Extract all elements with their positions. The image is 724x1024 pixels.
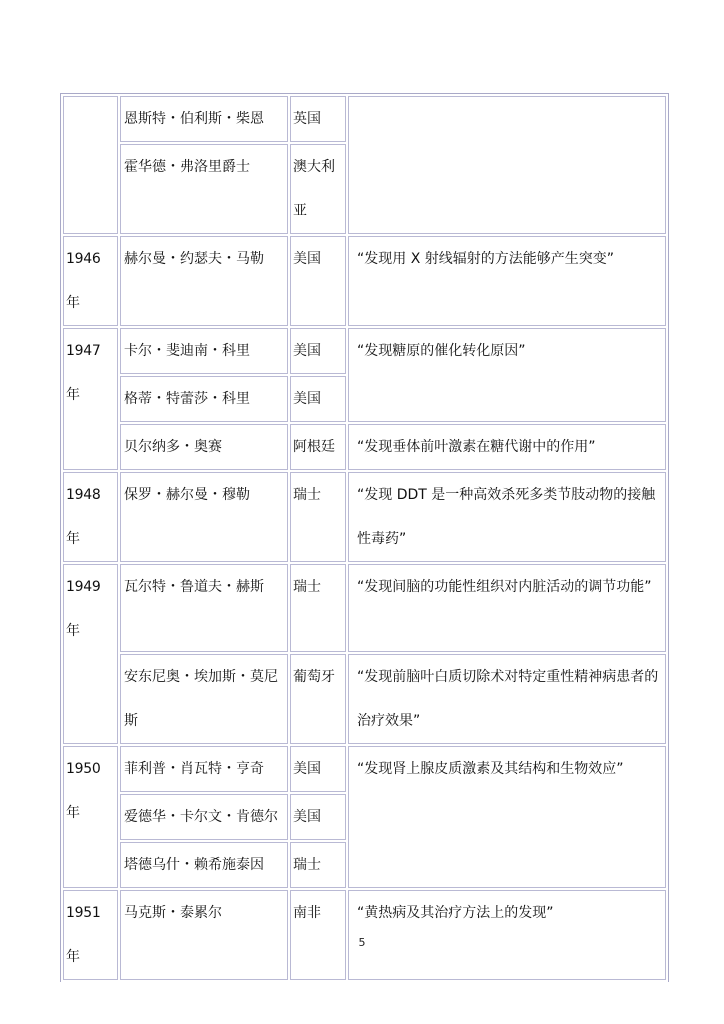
citation-cell [348,96,666,234]
country-cell: 澳大利亚 [290,144,346,234]
country-cell: 美国 [290,328,346,374]
country-cell: 美国 [290,376,346,422]
table-row [63,746,666,792]
country-cell: 南非 [290,890,346,980]
country-cell: 英国 [290,96,346,142]
citation-cell: “发现糖原的催化转化原因” [348,328,666,422]
year-cell: 1946 年 [63,236,118,326]
country-cell: 阿根廷 [290,424,346,470]
year-cell [63,96,118,234]
year-cell: 1949 年 [63,564,118,744]
laureate-name-cell: 瓦尔特・鲁道夫・赫斯 [120,564,288,652]
country-cell: 美国 [290,746,346,792]
nobel-laureates-table [60,93,669,982]
country-cell: 瑞士 [290,564,346,652]
citation-cell: “发现垂体前叶激素在糖代谢中的作用” [348,424,666,470]
laureate-name-cell: 爱德华・卡尔文・肯德尔 [120,794,288,840]
laureate-name-cell: 赫尔曼・约瑟夫・马勒 [120,236,288,326]
table-row [63,236,666,326]
laureate-name-cell: 保罗・赫尔曼・穆勒 [120,472,288,562]
year-cell: 1947 年 [63,328,118,470]
table-row [63,564,666,652]
citation-cell: “发现肾上腺皮质激素及其结构和生物效应” [348,746,666,888]
laureate-name-cell: 菲利普・肖瓦特・亨奇 [120,746,288,792]
laureate-name-cell: 卡尔・斐迪南・科里 [120,328,288,374]
year-cell: 1948 年 [63,472,118,562]
country-cell: 美国 [290,794,346,840]
laureate-name-cell: 塔德乌什・赖希施泰因 [120,842,288,888]
table-row [63,472,666,562]
citation-cell: “发现 DDT 是一种高效杀死多类节肢动物的接触性毒药” [348,472,666,562]
table-row [63,96,666,142]
laureate-name-cell: 安东尼奥・埃加斯・莫尼斯 [120,654,288,744]
laureate-name-cell: 恩斯特・伯利斯・柴恩 [120,96,288,142]
country-cell: 美国 [290,236,346,326]
citation-cell: “发现用 X 射线辐射的方法能够产生突变” [348,236,666,326]
country-cell: 瑞士 [290,842,346,888]
country-cell: 葡萄牙 [290,654,346,744]
laureate-name-cell: 马克斯・泰累尔 [120,890,288,980]
citation-cell: “黄热病及其治疗方法上的发现” [348,890,666,980]
country-cell: 瑞士 [290,472,346,562]
table-row [63,654,666,744]
table-row [63,890,666,980]
laureate-name-cell: 霍华德・弗洛里爵士 [120,144,288,234]
page-number: 5 [358,936,366,949]
table-row [63,424,666,470]
laureate-name-cell: 格蒂・特蕾莎・科里 [120,376,288,422]
year-cell: 1951 年 [63,890,118,980]
citation-cell: “发现前脑叶白质切除术对特定重性精神病患者的治疗效果” [348,654,666,744]
citation-cell: “发现间脑的功能性组织对内脏活动的调节功能” [348,564,666,652]
table-row [63,328,666,374]
year-cell: 1950 年 [63,746,118,888]
laureate-name-cell: 贝尔纳多・奥赛 [120,424,288,470]
